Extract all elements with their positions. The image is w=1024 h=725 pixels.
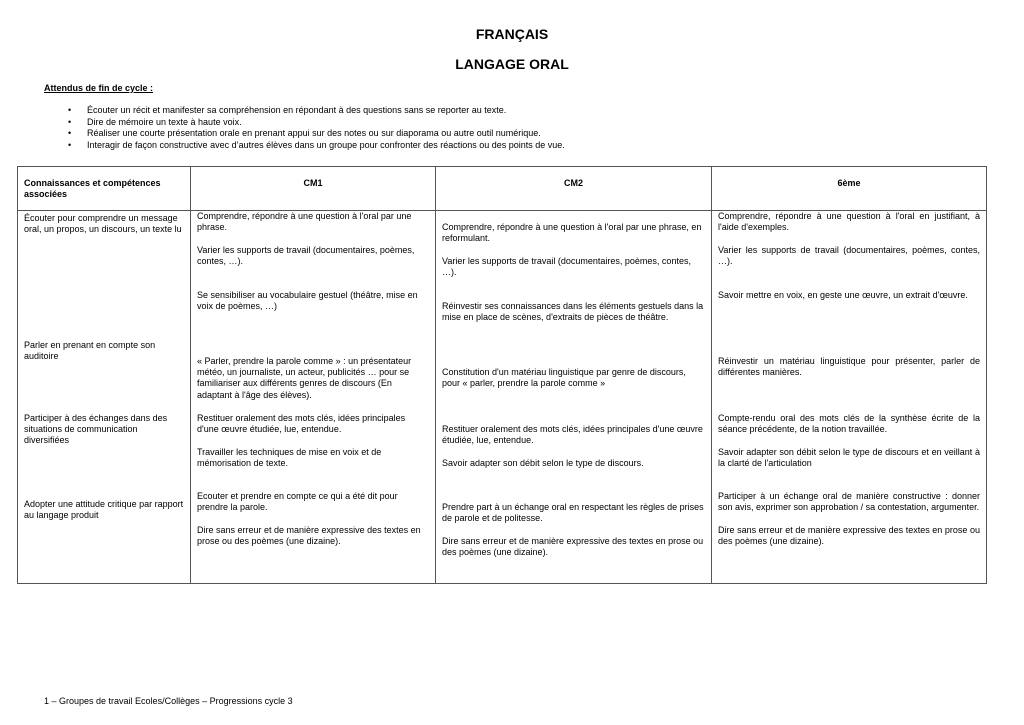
attendus-item: • Réaliser une courte présentation orale en prenant appui sur des notes ou sur diaporama ou autre outil numérique. [68,128,565,140]
competence-item: Adopter une attitude critique par rapport au langage produit [24,499,184,521]
cm2-item: Constitution d'un matériau linguistique par genre de discours, pour « parler, prendre la parole comme » [442,367,686,389]
competence-item: Participer à des échanges dans des situations de communication diversifiées [24,413,168,446]
attendus-item: • Interagir de façon constructive avec d’autres élèves dans un groupe pour confronter des réactions ou des points de vue. [68,140,565,152]
page-subtitle: LANGAGE ORAL [455,56,569,72]
table-row [18,211,987,584]
cm1-item: Se sensibiliser au vocabulaire gestuel (théâtre, mise en voix de poèmes, …) [197,290,418,312]
cm2-item: Prendre part à un échange oral en respectant les règles de prises de parole et de politesse. [442,502,704,524]
cm2-item: Réinvestir ses connaissances dans les éléments gestuels dans la mise en place de scènes, d'extraits de pièces de théâtre. [442,301,704,323]
cm1-item: Comprendre, répondre à une question à l'oral par une phrase. [197,211,412,233]
page-footer: 1 – Groupes de travail Ecoles/Collèges – Progressions cycle 3 [44,696,293,706]
sixieme-column [712,211,987,584]
cm2-item: Restituer oralement des mots clés, idées principales d'une œuvre étudiée, lue, entendue. [442,424,703,446]
header-cm2: CM2 [436,167,712,211]
competences-column [18,211,191,584]
header-cm1: CM1 [191,167,436,211]
cm2-item: Varier les supports de travail (documentaires, poèmes, contes, …). [442,256,691,278]
sixieme-item: Savoir adapter son débit selon le type de discours et en veillant à la clarté de l'articulation [718,447,980,469]
sixieme-item: Compte-rendu oral des mots clés de la synthèse écrite de la séance précédente, de la notion travaillée. [718,413,980,435]
sixieme-item: Comprendre, répondre à une question à l'oral en justifiant, à l'aide d'exemples. [718,211,980,233]
cm1-item: Ecouter et prendre en compte ce qui a été dit pour prendre la parole. [197,491,398,513]
cm1-item: Varier les supports de travail (documentaires, poèmes, contes, …). [197,245,415,267]
competence-item: Parler en prenant en compte son auditoire [24,340,156,362]
cm2-item: Comprendre, répondre à une question à l'oral par une phrase, en reformulant. [442,222,702,244]
table-header-row [18,167,987,211]
cm2-item: Dire sans erreur et de manière expressive des textes en prose ou des poèmes (une dizaine). [442,536,704,558]
cm1-column [191,211,436,584]
cm2-column [436,211,712,584]
sixieme-item: Réinvestir un matériau linguistique pour présenter, parler de différentes manières. [718,356,980,378]
attendus-item: • Écouter un récit et manifester sa compréhension en répondant à des questions sans se reporter au texte. [68,105,565,117]
header-competences: Connaissances et compétences associées [18,167,191,211]
header-6eme: 6ème [712,167,987,211]
cm1-item: Dire sans erreur et de manière expressive des textes en prose ou des poèmes (une dizaine). [197,525,421,547]
sixieme-item: Participer à un échange oral de manière constructive : donner son avis, exprimer son approbation / sa contestation, argumenter. [718,491,980,513]
page-title: FRANÇAIS [475,26,549,42]
sixieme-item: Varier les supports de travail (documentaires, poèmes, contes, …). [718,245,980,267]
attendus-list [68,105,565,151]
cm1-item: « Parler, prendre la parole comme » : un présentateur météo, un journaliste, un acteur, publicités … pour se familiariser aux différents genres de discours (En adaptant à l'âge des élèves). [197,356,412,400]
sixieme-item: Dire sans erreur et de manière expressive des textes en prose ou des poèmes (une dizaine). [718,525,980,547]
progression-table [17,166,987,584]
attendus-heading: Attendus de fin de cycle : [44,83,154,93]
sixieme-item: Savoir mettre en voix, en geste une œuvre, un extrait d'œuvre. [718,290,968,300]
cm1-item: Restituer oralement des mots clés, idées principales d'une œuvre étudiée, lue, entendue. [197,413,406,435]
attendus-item: • Dire de mémoire un texte à haute voix. [68,117,565,129]
cm2-item: Savoir adapter son débit selon le type de discours. [442,458,644,468]
cm1-item: Travailler les techniques de mise en voix et de mémorisation de texte. [197,447,382,469]
competence-item: Écouter pour comprendre un message oral, un propos, un discours, un texte lu [24,213,182,235]
